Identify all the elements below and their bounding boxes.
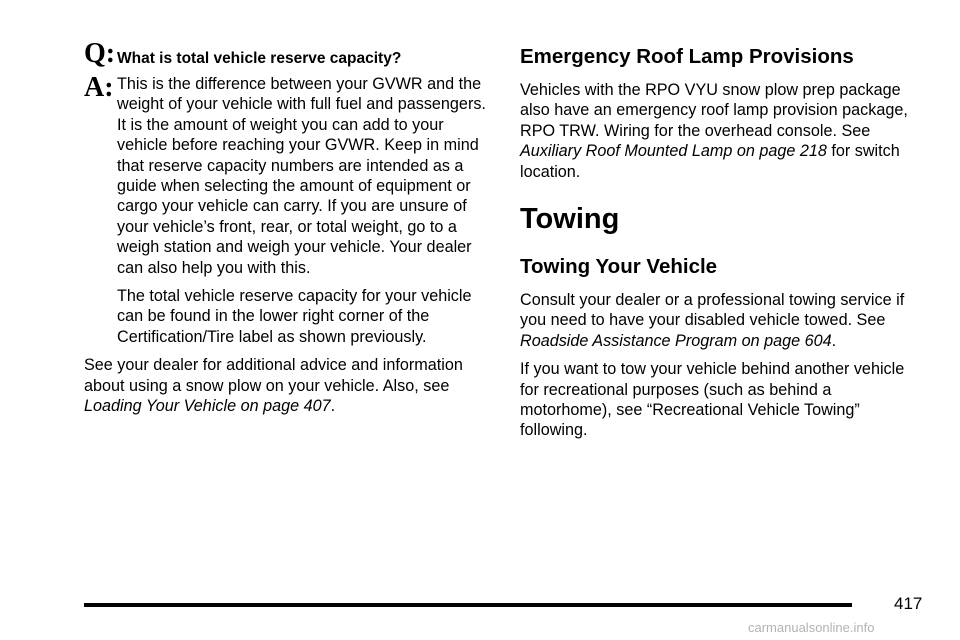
emergency-roof-lamp-end: for switch location. [520,142,900,181]
footer-rule [84,603,852,607]
right-column [520,40,920,441]
auxiliary-roof-lamp-link[interactable]: Auxiliary Roof Mounted Lamp on page 218 [520,142,827,161]
question-text: What is total vehicle reserve capacity? [117,50,402,67]
left-column [84,40,494,417]
question-marker: Q: [84,38,116,69]
watermark: carmanualsonline.info [748,620,875,635]
answer-paragraph-2: The total vehicle reserve capacity for your vehicle can be found in the lower right corner of the Certification/Tire label as shown previously. [117,287,472,346]
emergency-roof-lamp-paragraph [520,80,920,182]
towing-paragraph-1-text: Consult your dealer or a professional towing service if you need to have your disabled vehicle towed. See [520,291,905,330]
answer-text [117,74,494,347]
answer-paragraph-1: This is the difference between your GVWR and the weight of your vehicle with full fuel and passengers. It is the amount of weight you can add to your vehicle before reaching your GVWR. Keep in mind that reserve capacity numbers are intended as a guide when selecting the amount of equipment or cargo your vehicle can carry. If you are unsure of your vehicle’s front, rear, or total weight, go to a weigh station and weigh your vehicle. Your dealer can also help you with this. [117,75,486,277]
loading-vehicle-link[interactable]: Loading Your Vehicle on page 407 [84,397,331,416]
dealer-advice-text: See your dealer for additional advice and information about using a snow plow on your vehicle. Also, see [84,356,463,395]
towing-paragraph-2: If you want to tow your vehicle behind another vehicle for recreational purposes (such as behind a motorhome), see “Recreational Vehicle Towing” following. [520,360,905,440]
towing-paragraph-1-end: . [831,331,837,350]
emergency-roof-lamp-heading: Emergency Roof Lamp Provisions [520,45,854,68]
towing-chapter-heading: Towing [520,203,620,236]
answer-block [84,74,494,347]
towing-your-vehicle-heading: Towing Your Vehicle [520,255,718,279]
emergency-roof-lamp-text: Vehicles with the RPO VYU snow plow prep package also have an emergency roof lamp provision package, RPO TRW. Wiring for the overhead console. See [520,81,908,140]
dealer-advice-paragraph [84,355,494,416]
answer-marker: A: [84,72,114,103]
dealer-advice-end: . [330,397,336,416]
roadside-assistance-link[interactable]: Roadside Assistance Program on page 604 [520,331,832,350]
question-block [84,40,494,68]
towing-paragraph-1 [520,290,920,351]
page-number: 417 [894,594,923,613]
